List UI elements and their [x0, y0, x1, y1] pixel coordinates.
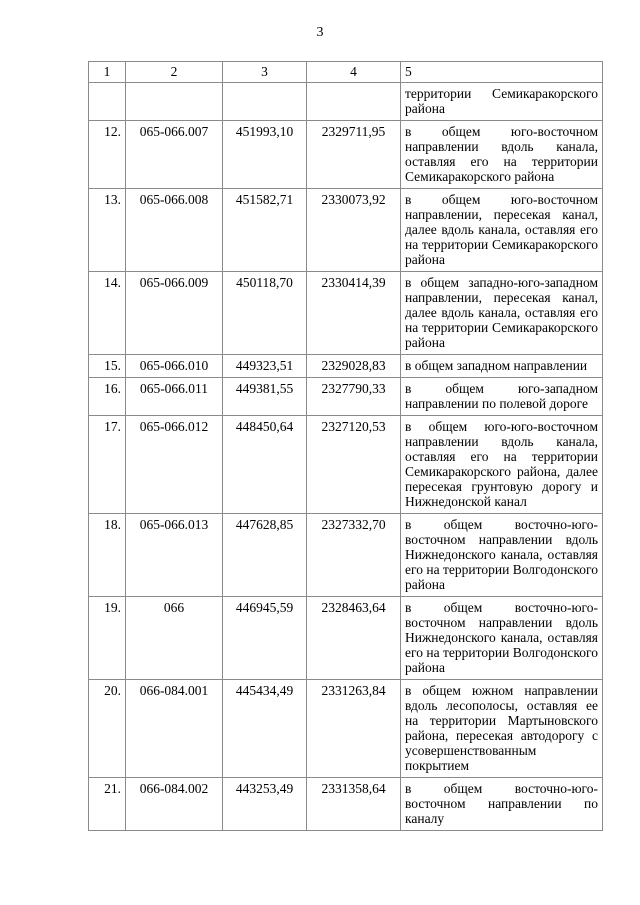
coord-x: 449381,55	[223, 378, 307, 416]
row-number: 15.	[89, 355, 126, 378]
route-description: территории Семикаракорского района	[401, 83, 603, 121]
coord-x: 451993,10	[223, 121, 307, 189]
table-row	[89, 121, 603, 189]
route-description: в общем восточно-юго-восточном направлении вдоль Нижнедонского канала, оставляя его на территории Волгодонского района	[401, 514, 603, 597]
page-number: 3	[316, 25, 324, 40]
point-code	[126, 83, 223, 121]
row-number: 12.	[89, 121, 126, 189]
table-header-row	[89, 62, 603, 83]
row-number: 17.	[89, 416, 126, 514]
point-code: 066	[126, 597, 223, 680]
table-row	[89, 778, 603, 831]
coord-y: 2329711,95	[307, 121, 401, 189]
coord-y: 2331263,84	[307, 680, 401, 778]
coord-x: 449323,51	[223, 355, 307, 378]
header-col-2: 2	[126, 62, 223, 83]
coord-y: 2327332,70	[307, 514, 401, 597]
route-description: в общем южном направлении вдоль лесополосы, оставляя ее на территории Мартыновского района, пересекая автодорогу с усовершенствованным покрытием	[401, 680, 603, 778]
coord-y: 2327120,53	[307, 416, 401, 514]
route-description: в общем юго-западном направлении по полевой дороге	[401, 378, 603, 416]
table-row	[89, 272, 603, 355]
coord-y: 2331358,64	[307, 778, 401, 831]
table-row	[89, 378, 603, 416]
route-description: в общем западном направлении	[401, 355, 603, 378]
row-number: 21.	[89, 778, 126, 831]
point-code: 065-066.011	[126, 378, 223, 416]
route-description: в общем восточно-юго-восточном направлении вдоль Нижнедонского канала, оставляя его на территории Волгодонского района	[401, 597, 603, 680]
row-number: 14.	[89, 272, 126, 355]
row-number: 19.	[89, 597, 126, 680]
coord-y: 2329028,83	[307, 355, 401, 378]
row-number: 18.	[89, 514, 126, 597]
coord-y: 2330073,92	[307, 189, 401, 272]
coord-y	[307, 83, 401, 121]
point-code: 065-066.013	[126, 514, 223, 597]
point-code: 065-066.008	[126, 189, 223, 272]
header-col-1: 1	[89, 62, 126, 83]
table-row	[89, 416, 603, 514]
coord-x: 443253,49	[223, 778, 307, 831]
coord-y: 2330414,39	[307, 272, 401, 355]
boundary-table	[88, 61, 603, 831]
point-code: 065-066.010	[126, 355, 223, 378]
point-code: 066-084.002	[126, 778, 223, 831]
coord-x: 446945,59	[223, 597, 307, 680]
header-col-5: 5	[401, 62, 603, 83]
point-code: 065-066.012	[126, 416, 223, 514]
row-number: 13.	[89, 189, 126, 272]
route-description: в общем западно-юго-западном направлении, пересекая канал, далее вдоль канала, оставляя его на территории Семикаракорского района	[401, 272, 603, 355]
route-description: в общем юго-восточном направлении, пересекая канал, далее вдоль канала, оставляя его на территории Семикаракорского района	[401, 189, 603, 272]
coord-x	[223, 83, 307, 121]
point-code: 065-066.009	[126, 272, 223, 355]
coord-y: 2327790,33	[307, 378, 401, 416]
coord-x: 445434,49	[223, 680, 307, 778]
row-number: 16.	[89, 378, 126, 416]
route-description: в общем юго-восточном направлении вдоль канала, оставляя его на территории Семикаракорского района	[401, 121, 603, 189]
route-description: в общем восточно-юго-восточном направлении по каналу	[401, 778, 603, 831]
coord-x: 451582,71	[223, 189, 307, 272]
coord-x: 450118,70	[223, 272, 307, 355]
table-row	[89, 514, 603, 597]
route-description: в общем юго-юго-восточном направлении вдоль канала, оставляя его на территории Семикаракорского района, далее пересекая грунтовую дорогу и Нижнедонской канал	[401, 416, 603, 514]
header-col-4: 4	[307, 62, 401, 83]
table-row	[89, 597, 603, 680]
coord-x: 448450,64	[223, 416, 307, 514]
point-code: 066-084.001	[126, 680, 223, 778]
row-number: 20.	[89, 680, 126, 778]
table-row	[89, 355, 603, 378]
table-row	[89, 189, 603, 272]
point-code: 065-066.007	[126, 121, 223, 189]
table-row	[89, 83, 603, 121]
header-col-3: 3	[223, 62, 307, 83]
coord-y: 2328463,64	[307, 597, 401, 680]
coord-x: 447628,85	[223, 514, 307, 597]
row-number	[89, 83, 126, 121]
table-row	[89, 680, 603, 778]
